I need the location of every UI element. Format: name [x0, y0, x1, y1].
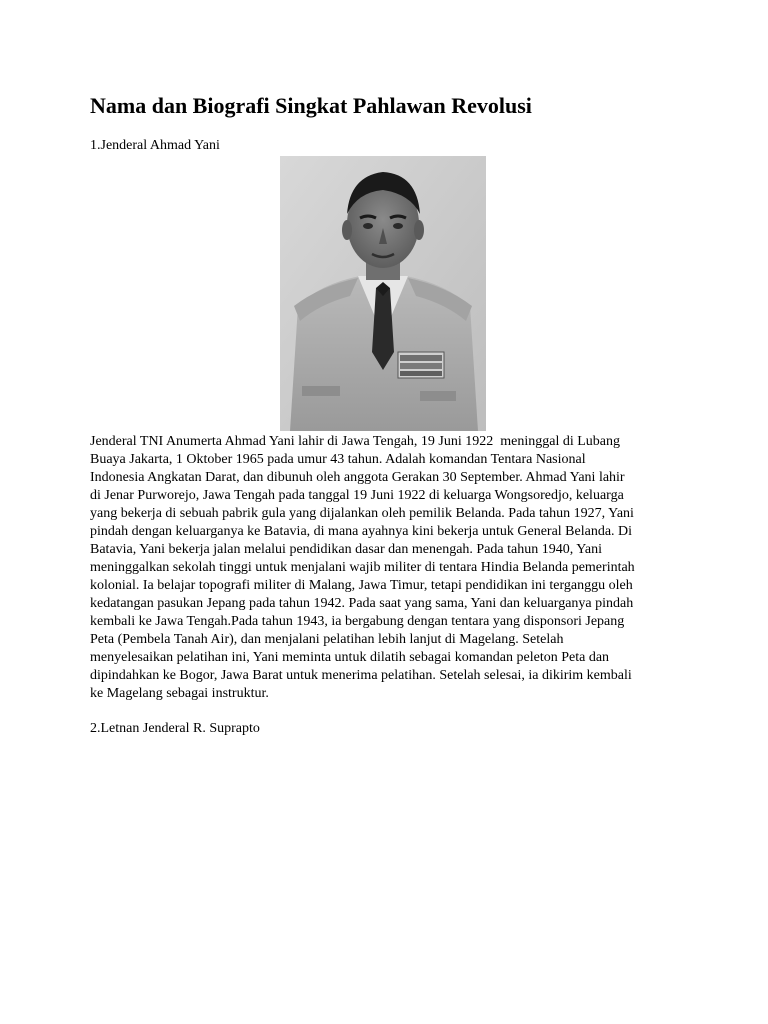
biography-line: Jenderal TNI Anumerta Ahmad Yani lahir di Jawa Tengah, 19 Juni 1922 meninggal di Lubang — [90, 434, 621, 449]
biography-line: dipindahkan ke Bogor, Jawa Barat untuk menerima pelatihan. Setelah selesai, ia dikirim kembali — [90, 668, 632, 683]
hero-1-biography — [90, 433, 690, 703]
biography-line: meninggalkan sekolah tinggi untuk menjalani wajib militer di tentara Hindia Belanda pemerintah — [90, 560, 635, 575]
biography-line: kedatangan pasukan Jepang pada tahun 1942. Pada saat yang sama, Yani dan keluarganya pindah — [90, 596, 634, 611]
biography-line: di Jenar Purworejo, Jawa Tengah pada tanggal 19 Juni 1922 di keluarga Wongsoredjo, keluarga — [90, 488, 624, 503]
page-title: Nama dan Biografi Singkat Pahlawan Revolusi — [90, 93, 532, 118]
hero-1-heading: 1.Jenderal Ahmad Yani — [90, 138, 220, 153]
biography-line: Peta (Pembela Tanah Air), dan menjalani pelatihan lebih lanjut di Magelang. Setelah — [90, 632, 564, 647]
biography-line: Buaya Jakarta, 1 Oktober 1965 pada umur 43 tahun. Adalah komandan Tentara Nasional — [90, 452, 586, 467]
biography-line: yang bekerja di sebuah pabrik gula yang dijalankan oleh pemilik Belanda. Pada tahun 1927, Yani — [90, 506, 634, 521]
hero-2-heading: 2.Letnan Jenderal R. Suprapto — [90, 721, 260, 736]
portrait-image — [280, 156, 486, 431]
biography-line: kolonial. Ia belajar topografi militer di Malang, Jawa Timur, tetapi pendidikan ini terganggu oleh — [90, 578, 633, 593]
biography-line: Indonesia Angkatan Darat, dan dibunuh oleh anggota Gerakan 30 September. Ahmad Yani lahir — [90, 470, 625, 485]
biography-line: ke Magelang sebagai instruktur. — [90, 686, 269, 701]
biography-line: Batavia, Yani bekerja jalan melalui pendidikan dasar dan menengah. Pada tahun 1940, Yani — [90, 542, 603, 557]
biography-line: kembali ke Jawa Tengah.Pada tahun 1943, ia bergabung dengan tentara yang disponsori Jepang — [90, 614, 625, 629]
biography-line: pindah dengan keluarganya ke Batavia, di mana ayahnya kini bekerja untuk General Belanda. Di — [90, 524, 633, 539]
hero-1-photo — [280, 156, 486, 431]
biography-line: menyelesaikan pelatihan ini, Yani meminta untuk dilatih sebagai komandan peleton Peta dan — [90, 650, 610, 665]
